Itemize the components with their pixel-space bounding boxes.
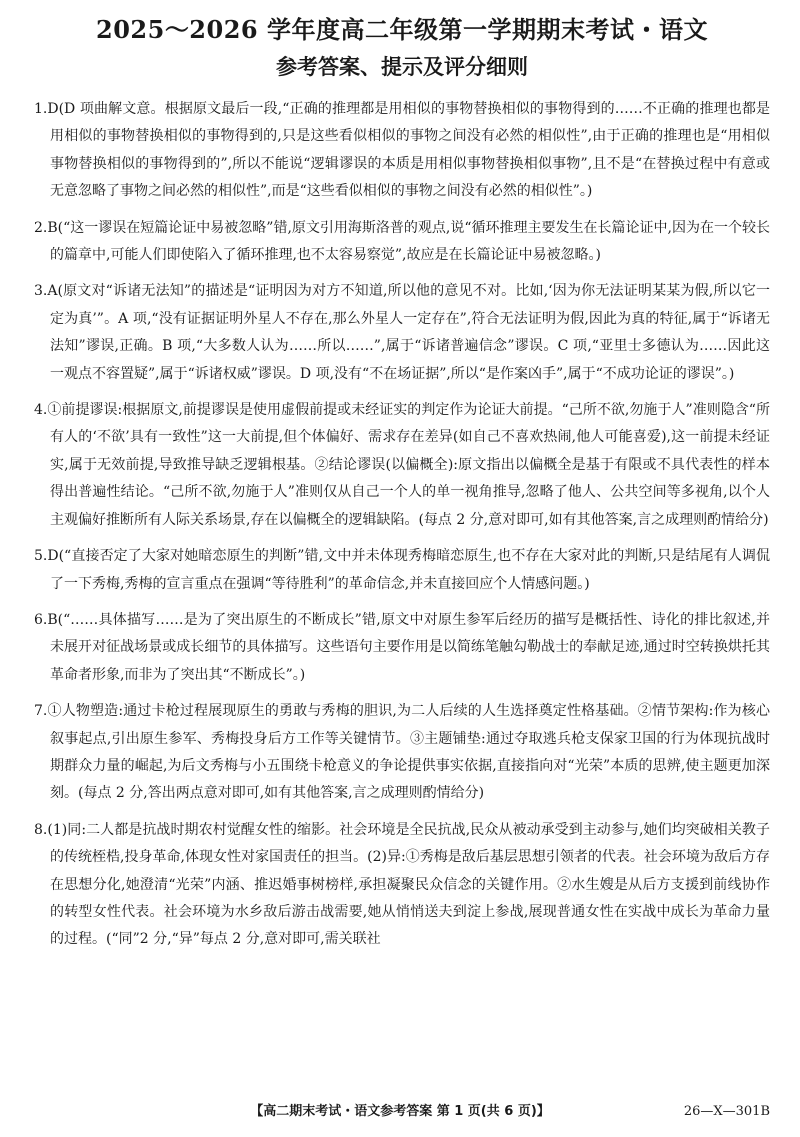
- answer-text: ①前提谬误:根据原文,前提谬误是使用虚假前提或未经证实的判定作为论证大前提。“己所不欲,勿施于人”准则隐含“所有人的‘不欲’具有一致性”这一大前提,但个体偏好、需求存在差异(如自己不喜欢热闹,他人可能喜爱),这一前提未经证实,属于无效前提,导致推导缺乏逻辑根基。②结论谬误(以偏概全):原文指出以偏概全是基于有限或不具代表性的样本得出普遍性结论。“己所不欲,勿施于人”准则仅从自己一个人的单一视角推导,忽略了他人、公共空间等多视角,以个人主观偏好推断所有人际关系场景,存在以偏概全的逻辑缺陷。(每点 2 分,意对即可,如有其他答案,言之成理则酌情给分): [47, 402, 770, 528]
- answer-text: B(“……具体描写……是为了突出原生的不断成长”错,原文中对原生参军后经历的描写是概括性、诗化的排比叙述,并未展开对征战场景或成长细节的具体描写。这些语句主要作用是以简练笔触勾勒战士的奉献足迹,通过时空转换烘托其革命者形象,而非为了突出其“不断成长”。): [47, 611, 770, 683]
- answer-text: (1)同:二人都是抗战时期农村觉醒女性的缩影。社会环境是全民抗战,民众从被动承受到主动参与,她们均突破相关教子的传统桎梏,投身革命,体现女性对家国责任的担当。(2)异:①秀梅是敌后基层思想引领者的代表。社会环境为敌后方存在思想分化,她澄清“光荣”内涵、推迟婚事树榜样,承担凝聚民众信念的关键作用。②水生嫂是从后方支援到前线协作的转型女性代表。社会环境为水乡敌后游击战需要,她从悄悄送夫到淀上参战,展现普通女性在实战中成长为革命力量的过程。(“同”2 分,“异”每点 2 分,意对即可,需关联社: [47, 821, 770, 948]
- answer-item-1: [34, 96, 770, 206]
- page-title: 2025～2026 学年度高二年级第一学期期末考试・语文: [96, 15, 708, 44]
- answer-item-4: [34, 397, 770, 534]
- answer-item-2: [34, 215, 770, 270]
- page-footer: [0, 1101, 800, 1123]
- answer-number: 8.: [34, 821, 48, 838]
- answer-item-5: [34, 543, 770, 598]
- answer-number: 5.: [34, 548, 48, 565]
- answer-text: B(“这一谬误在短篇论证中易被忽略”错,原文引用海斯洛普的观点,说“循环推理主要发生在长篇论证中,因为在一个较长的篇章中,可能人们即使陷入了循环推理,也不太容易察觉”,故应是在长篇论证中易被忽略。): [47, 219, 770, 264]
- answer-item-8: [34, 817, 770, 954]
- answer-number: 1.: [34, 101, 48, 117]
- answer-number: 4.: [34, 402, 48, 419]
- answer-number: 3.: [34, 283, 48, 300]
- footer-page-info: 【高二期末考试・语文参考答案 第 1 页(共 6 页)】: [250, 1104, 550, 1119]
- answer-item-7: [34, 698, 770, 808]
- answer-text: ①人物塑造:通过卡枪过程展现原生的勇敢与秀梅的胆识,为二人后续的人生选择奠定性格基础。②情节架构:作为核心叙事起点,引出原生参军、秀梅投身后方工作等关键情节。③主题铺垫:通过夺取逃兵枪支保家卫国的行为体现抗战时期群众力量的崛起,为后文秀梅与小五围绕卡枪意义的争论提供事实依据,直接指向对“光荣”本质的思辨,使主题更加深刻。(每点 2 分,答出两点意对即可,如有其他答案,言之成理则酌情给分): [47, 703, 770, 802]
- answer-number: 7.: [34, 703, 48, 720]
- answer-item-3: [34, 278, 770, 388]
- answer-list: [34, 96, 770, 954]
- answer-text: A(原文对“诉诸无法知”的描述是“证明因为对方不知道,所以他的意见不对。比如,‘因为你无法证明某某为假,所以它一定为真’”。A 项,“没有证据证明外星人不存在,那么外星人一定存在”,符合无法证明为假,因此为真的特征,属于“诉诸无法知”谬误,正确。B 项,“大多数人认为……所以……”,属于“诉诸普遍信念”谬误。C 项,“亚里士多德认为……因此这一观点不容置疑”,属于“诉诸权威”谬误。D 项,没有“不在场证据”,所以“是作案凶手”,属于“不成功论证的谬误”。): [47, 283, 770, 382]
- answer-text: D(“直接否定了大家对她暗恋原生的判断”错,文中并未体现秀梅暗恋原生,也不存在大家对此的判断,只是结尾有人调侃了一下秀梅,秀梅的宣言重点在强调“等待胜利”的革命信念,并未直接回应个人情感问题。): [47, 548, 770, 592]
- answer-number: 6.: [34, 611, 48, 628]
- answer-text: D(D 项曲解文意。根据原文最后一段,“正确的推理都是用相似的事物替换相似的事物得到的……不正确的推理也都是用相似的事物替换相似的事物得到的,只是这些看似相似的事物之间没有必然的相似性”,由于正确的推理也是“用相似事物替换相似的事物得到的”,所以不能说“逻辑谬误的本质是用相似事物替换相似事物”,且不是“在替换过程中有意或无意忽略了事物之间必然的相似性”,而是“这些看似相似的事物之间没有必然的相似性”。): [47, 101, 770, 200]
- answer-number: 2.: [34, 219, 48, 236]
- answer-item-6: [34, 607, 770, 689]
- page-subtitle: 参考答案、提示及评分细则: [276, 55, 528, 79]
- footer-exam-code: 26—X—301B: [683, 1104, 770, 1119]
